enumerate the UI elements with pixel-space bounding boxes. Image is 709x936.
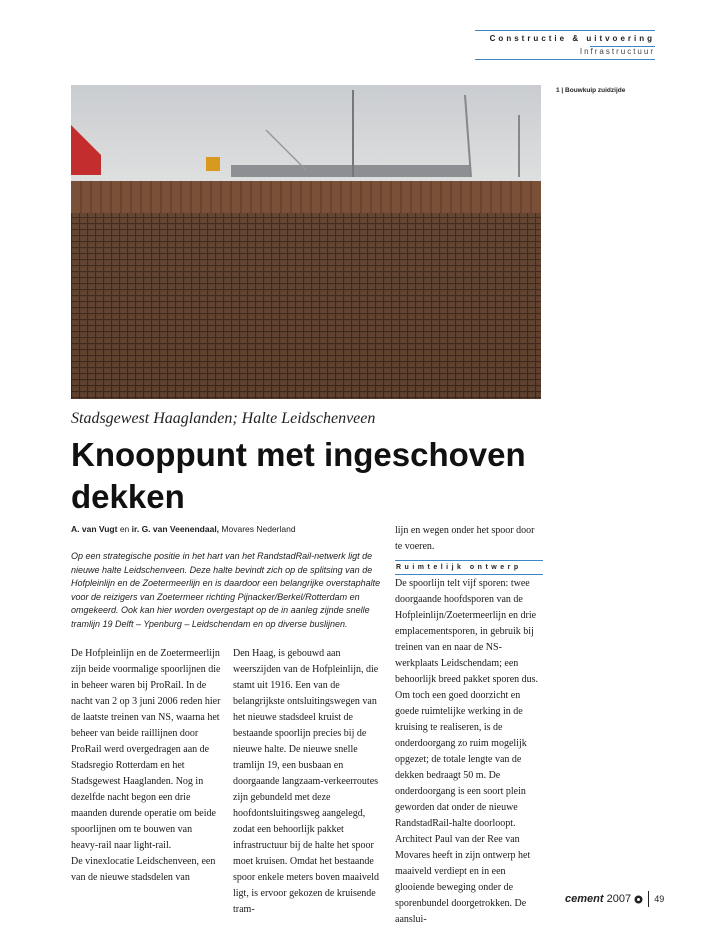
- subheading-rule-bottom: [395, 574, 543, 575]
- subheading-block: [395, 560, 543, 575]
- article-title: Knooppunt met ingeschoven dekken: [71, 436, 526, 515]
- page-number: 49: [654, 893, 665, 904]
- cement-logo-icon: [634, 893, 646, 905]
- rebar-site-image: [71, 85, 541, 399]
- figure-caption: 1 | Bouwkuip zuidzijde: [556, 87, 626, 94]
- section-title: Constructie & uitvoering: [489, 34, 655, 43]
- author-organisation: Movares Nederland: [219, 524, 296, 534]
- section-rule-bottom: [475, 59, 655, 60]
- magazine-name: cement: [565, 892, 604, 905]
- section-rule-mid: [590, 46, 655, 47]
- page-footer: [565, 891, 664, 907]
- author-separator: en: [117, 524, 132, 534]
- author-1: A. van Vugt: [71, 524, 118, 534]
- construction-photo: [71, 85, 541, 399]
- article-kicker: Stadsgewest Haaglanden; Halte Leidschenveen: [71, 410, 376, 427]
- footer-divider: [648, 891, 649, 907]
- body-column-3: De spoorlijn telt vijf sporen: twee doorgaande hoofdsporen van de Hofpleinlijn/Zoetermeerlijn en drie emplacementsporen, in gebruik bij treinen van en naar de NS-werkplaats Leidschendam; een behoorlijk breed pakket sporen dus. Om toch een goed doorzicht en goede ruimtelijke werking in de kruising te realiseren, is de onderdoorgang zo ruim mogelijk opgezet; de totale lengte van de dekken bedraagt 50 m. De onderdoorgang is een soort plein geworden dat onder de nieuwe RandstadRail-halte doorloopt. Architect Paul van der Ree van Movares heeft in zijn ontwerp het maaiveld verdiept en in een glooiende beweging onder de sporenbundel doorgetrokken. De aanslui-: [395, 578, 539, 925]
- section-header: [475, 30, 655, 56]
- body-column-1: De Hofpleinlijn en de Zoetermeerlijn zijn beide voormalige spoorlijnen die in beheer waren bij ProRail. In de nacht van 2 op 3 juni 2006 reden hier de laatste treinen van NS, waarna het beheer van beide raillijnen door ProRail werd overgedragen aan de Stadsregio Rotterdam en het Stadsgewest Haaglanden. Nog in dezelfde nacht begon een drie maanden durende operatie om beide spoorlijnen om te bouwen van heavy-rail naar light-rail. De vinexlocatie Leidschenveen, een van de nieuwe stadsdelen van: [71, 648, 221, 883]
- section-subtitle: Infrastructuur: [579, 47, 655, 56]
- author-2: ir. G. van Veenendaal,: [131, 524, 220, 534]
- article-authors: [71, 524, 296, 534]
- subheading-rule-top: [395, 560, 543, 561]
- subheading: Ruimtelijk ontwerp: [396, 564, 522, 571]
- magazine-year: 2007: [606, 892, 632, 905]
- article-intro: Op een strategische positie in het hart van het RandstadRail-netwerk ligt de nieuwe halte Leidschenveen. Deze halte bevindt zich op de splitsing van de Hofpleinlijn en de Zoetermeerlijn en is daardoor een belangrijke overstaphalte voor de reizigers van Zoetermeer richting Pijnacker/Berkel/Rotterdam en omgekeerd. Ook kan hier worden overgestapt op de in aanleg zijnde snelle tramlijn 19 Delft – Ypenburg – Leidschendam en op diverse buslijnen.: [71, 551, 381, 629]
- body-column-3-top: lijn en wegen onder het spoor door te voeren.: [395, 525, 535, 552]
- section-rule-top: [475, 30, 655, 31]
- body-column-2: Den Haag, is gebouwd aan weerszijden van de Hofpleinlijn, die stamt uit 1916. Een van de belangrijkste ontsluitingswegen van het nieuwe stadsdeel kruist de bestaande spoorlijn precies bij de nieuwe halte. De nieuwe snelle tramlijn 19, een busbaan en doorgaande langzaam-verkeerroutes zijn gebundeld met deze hoofdontsluitingsweg aangelegd, zodat een behoorlijk pakket infrastructuur bij de halte het spoor moet kruisen. Omdat het bestaande spoor enkele meters boven maaiveld ligt, is ervoor gekozen de kruisende tram-: [233, 648, 380, 915]
